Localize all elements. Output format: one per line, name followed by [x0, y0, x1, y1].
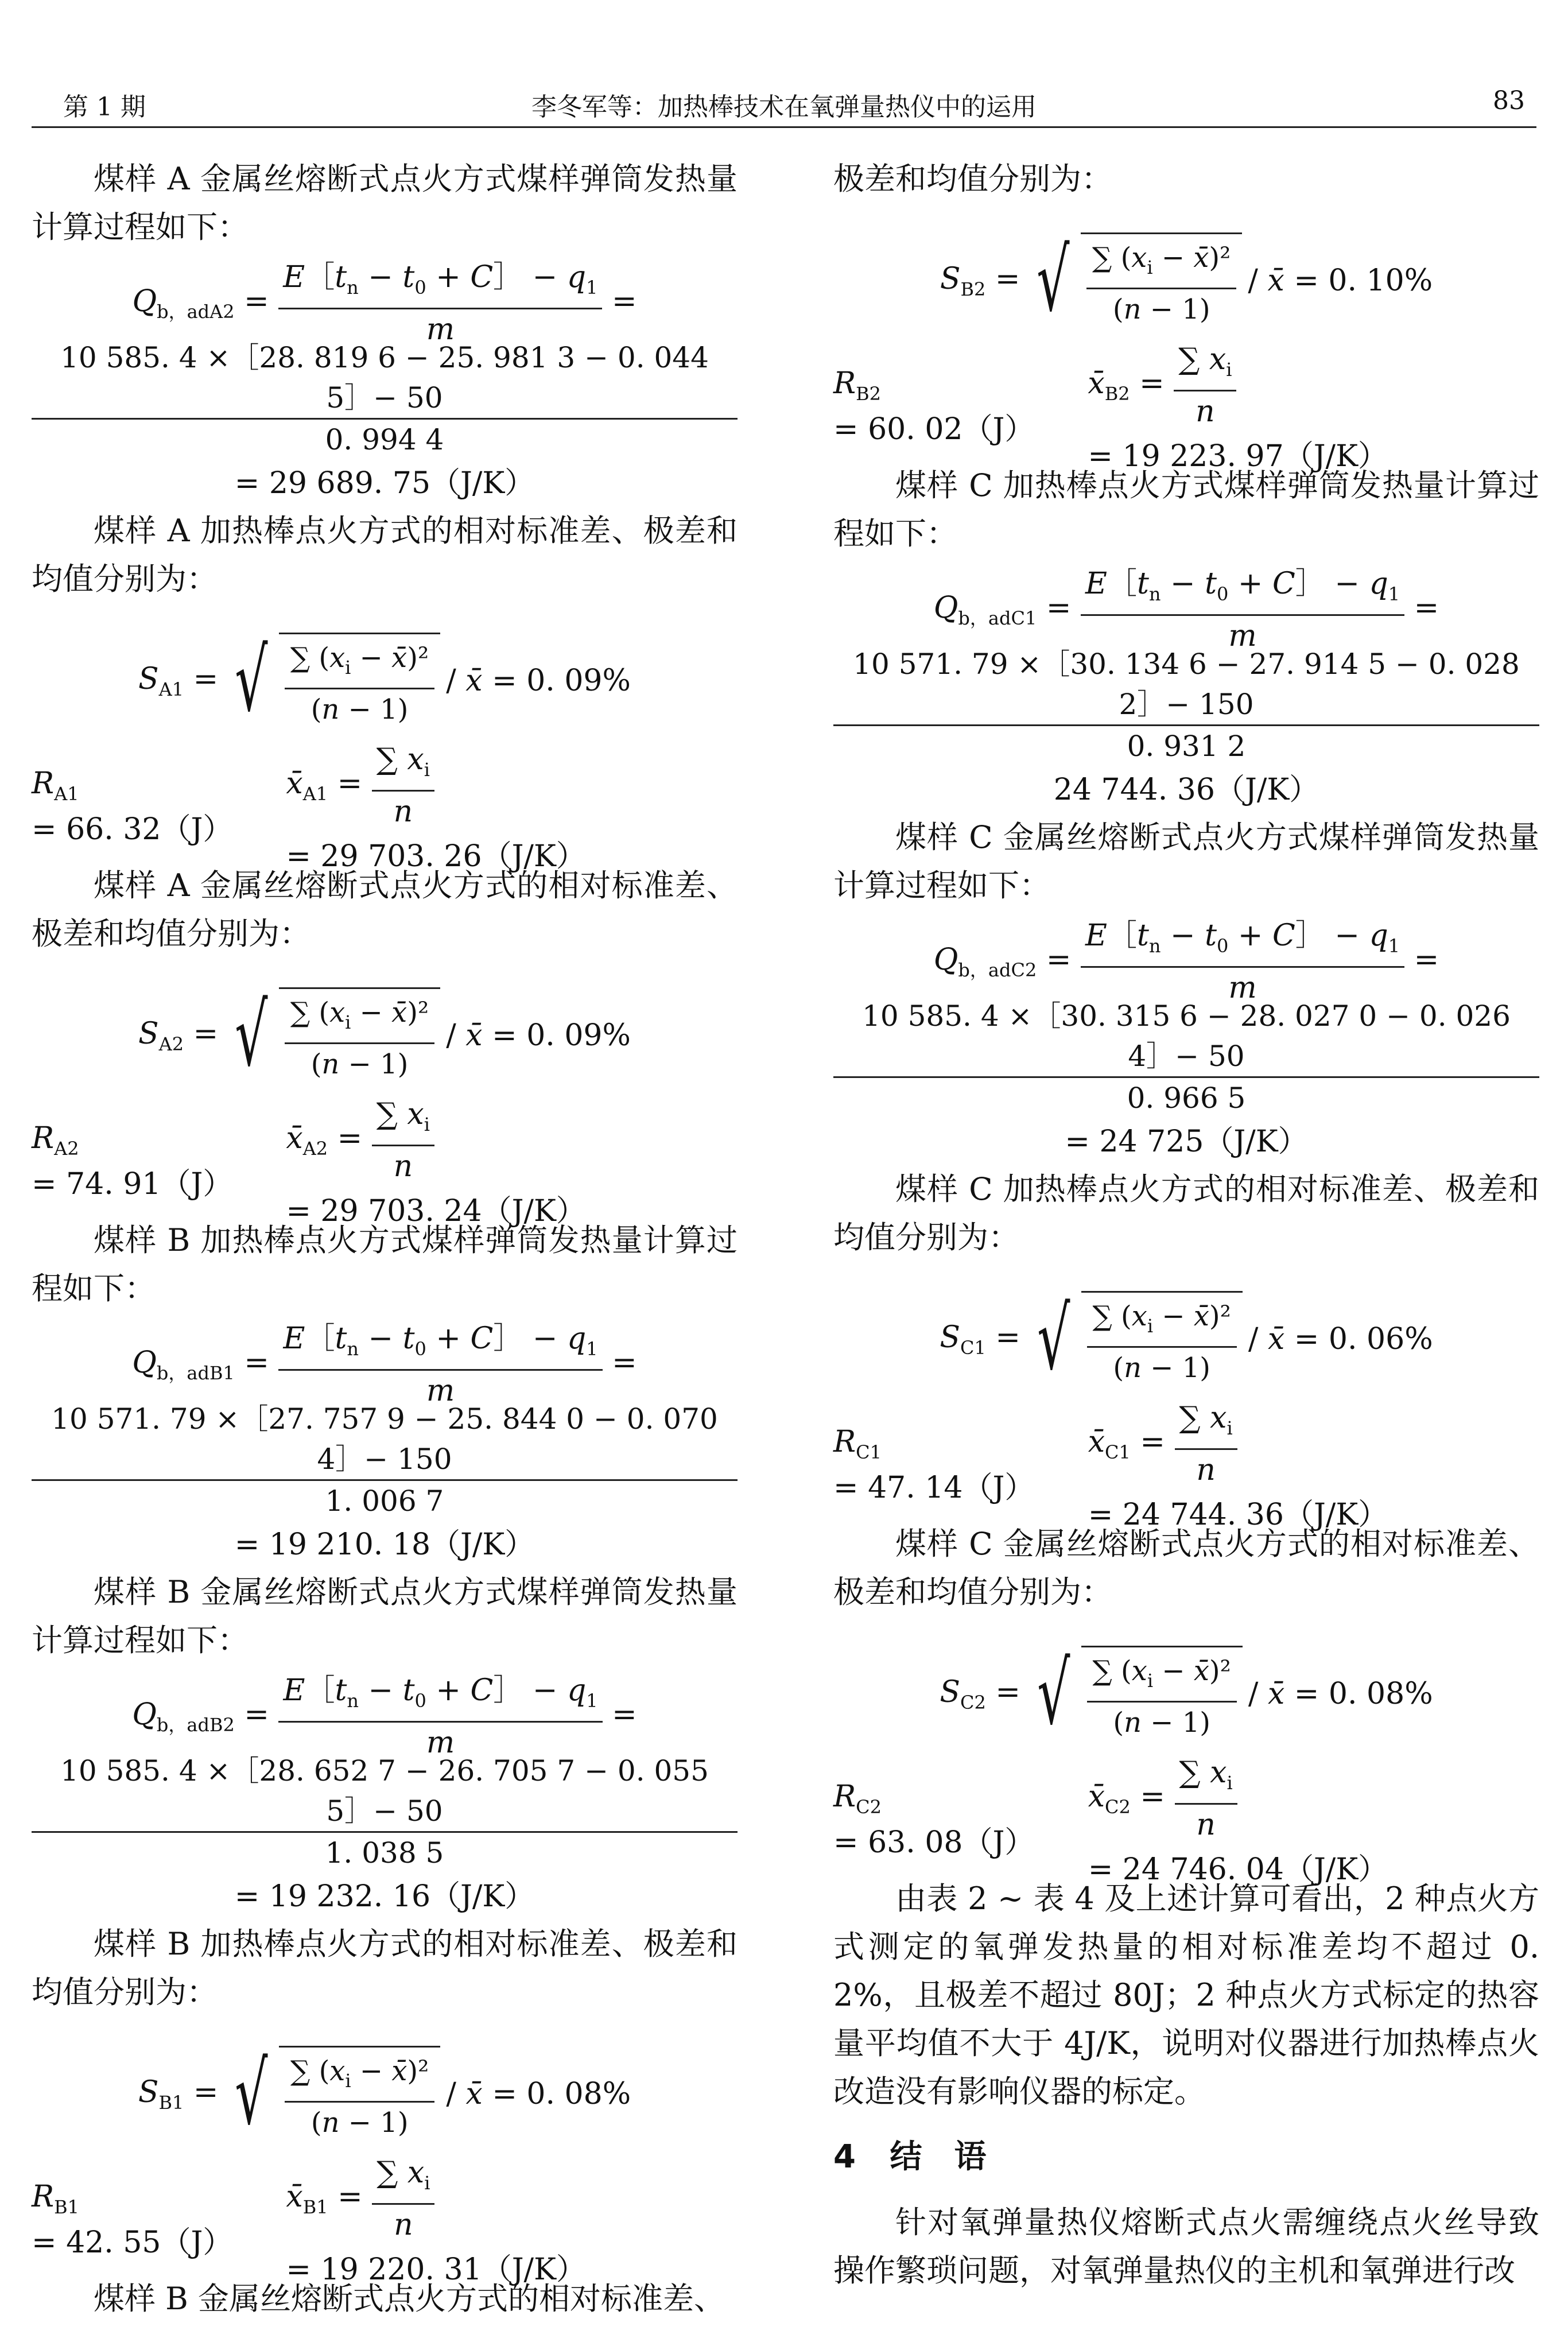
equation-result: = 24 725（J/K）	[1065, 1124, 1308, 1159]
equation-qC2-body	[833, 996, 1539, 1118]
equation-qB1-body	[32, 1399, 738, 1521]
right-column	[833, 155, 1539, 2301]
fraction: $\frac{E[t_n - t_0 + C] - q_1}{m}$	[278, 257, 602, 350]
left-column	[32, 155, 738, 2329]
equation-denominator: 0. 966 5	[1127, 1081, 1246, 1115]
equation-RB1: $R_{B1} = 42$. 55（J） $x̄_{B1}$ = $\frac{\sum x_i}{n}$ = 19 220. 31（J/K）	[32, 2166, 738, 2275]
equation-SA1: $S_{A1}$ = √ $\frac{\sum (x_i - x̄)^2}{(n - 1)}$ / x̄ = 0. 09%	[138, 631, 631, 731]
equation-RA2: $R_{A2} = 74$. 91（J） $x̄_{A2}$ = $\frac{\sum x_i}{n}$ = 29 703. 24（J/K）	[32, 1107, 738, 1216]
paragraph: 煤样 A 金属丝熔断式点火方式煤样弹筒发热量计算过程如下：	[32, 161, 738, 245]
equation-SA2: $S_{A2}$ = √ $\frac{\sum (x_i - x̄)^2}{(n - 1)}$ / x̄ = 0. 09%	[138, 986, 631, 1085]
equation-RA1: $R_{A1} = 66$. 32（J） $x̄_{A1}$ = $\frac{\sum x_i}{n}$ = 29 703. 26（J/K）	[32, 753, 738, 862]
equation-RB2: $R_{B2} = 60$. 02（J） $x̄_{B2}$ = $\frac{\sum x_i}{n}$ = 19 223. 97（J/K）	[833, 352, 1539, 462]
equation-numerator: 10 571. 79 ×［30. 134 6 − 27. 914 5 − 0. 028 2］− 150	[833, 644, 1539, 726]
paragraph: 针对氧弹量热仪熔断式点火需缠绕点火丝导致操作繁琐问题，对氧弹量热仪的主机和氧弹进行改	[833, 2204, 1539, 2289]
paragraph: 煤样 B 加热棒点火方式的相对标准差、极差和均值分别为：	[32, 1926, 738, 2010]
paragraph: 煤样 B 金属丝熔断式点火方式煤样弹筒发热量计算过程如下：	[32, 1574, 738, 1658]
equation-result: = 29 689. 75（J/K）	[234, 466, 535, 501]
equation-qB2-head: $Q_{b,adB2}$ = $\frac{E[t_n - t_0 + C] - q_1}{m}$ =	[32, 1670, 738, 1734]
section-heading	[833, 2133, 1539, 2181]
paragraph: 煤样 A 金属丝熔断式点火方式的相对标准差、极差和均值分别为：	[32, 867, 738, 952]
page-number: 83	[1493, 86, 1525, 115]
equation-denominator: 0. 994 4	[325, 423, 444, 456]
equation-qB1-head: $Q_{b,adB1}$ = $\frac{E[t_n - t_0 + C] - q_1}{m}$ =	[32, 1319, 738, 1382]
section-number: 4	[833, 2138, 856, 2176]
equation-RC2: $R_{C2} = 63$. 08（J） $x̄_{C2}$ = $\frac{\sum x_i}{n}$ = 24 746. 04（J/K）	[833, 1766, 1539, 1875]
paragraph: 煤样 C 金属丝熔断式点火方式的相对标准差、极差和均值分别为：	[833, 1526, 1539, 1610]
paragraph: 煤样 A 加热棒点火方式的相对标准差、极差和均值分别为：	[32, 513, 738, 597]
equation-SB2: $S_{B2}$ = √ $\frac{\sum (x_i - x̄)^2}{(n - 1)}$ / x̄ = 0. 10%	[940, 231, 1433, 331]
equation-result: 24 744. 36（J/K）	[1053, 773, 1319, 807]
section-title: 结 语	[890, 2138, 987, 2176]
equation-denominator: 0. 931 2	[1127, 730, 1246, 763]
equation-qA2-body	[32, 338, 738, 460]
equation-SC1: $S_{C1}$ = √ $\frac{\sum (x_i - x̄)^2}{(n - 1)}$ / x̄ = 0. 06%	[940, 1289, 1433, 1389]
equation-numerator: 10 571. 79 ×［27. 757 9 − 25. 844 0 − 0. 070 4］− 150	[32, 1399, 738, 1481]
paragraph: 由表 2 ~ 表 4 及上述计算可看出，2 种点火方式测定的氧弹发热量的相对标准差均不超过 0. 2%，且极差不超过 80J；2 种点火方式标定的热容量平均值不大于 4J/K，说明对仪器进行加热棒点火改造没有影响仪器的标定。	[833, 1880, 1539, 2110]
paragraph: 煤样 C 金属丝熔断式点火方式煤样弹筒发热量计算过程如下：	[833, 819, 1539, 903]
equation-numerator: 10 585. 4 ×［28. 652 7 − 26. 705 7 − 0. 055 5］− 50	[32, 1751, 738, 1833]
equation-SC2: $S_{C2}$ = √ $\frac{\sum (x_i - x̄)^2}{(n - 1)}$ / x̄ = 0. 08%	[940, 1644, 1433, 1744]
equation-SB1: $S_{B1}$ = √ $\frac{\sum (x_i - x̄)^2}{(n - 1)}$ / x̄ = 0. 08%	[138, 2044, 631, 2144]
running-header	[32, 75, 1536, 128]
paragraph: 煤样 C 加热棒点火方式的相对标准差、极差和均值分别为：	[833, 1171, 1539, 1255]
equation-denominator: 1. 006 7	[325, 1484, 444, 1518]
equation-RC1: $R_{C1} = 47$. 14（J） $x̄_{C1}$ = $\frac{\sum x_i}{n}$ = 24 744. 36（J/K）	[833, 1411, 1539, 1520]
equation-qB2-body	[32, 1751, 738, 1873]
paragraph: 煤样 B 金属丝熔断式点火方式的相对标准差、	[94, 2281, 725, 2317]
equation-numerator: 10 585. 4 ×［30. 315 6 − 28. 027 0 − 0. 026 4］− 50	[833, 996, 1539, 1078]
equation-numerator: 10 585. 4 ×［28. 819 6 − 25. 981 3 − 0. 044 5］− 50	[32, 338, 738, 420]
equation-qC1-body	[833, 644, 1539, 766]
equation-qC1-head: $Q_{b,adC1}$ = $\frac{E[t_n - t_0 + C] - q_1}{m}$ =	[833, 564, 1539, 627]
equation-qC2-head: $Q_{b,adC2}$ = $\frac{E[t_n - t_0 + C] - q_1}{m}$ =	[833, 916, 1539, 979]
paragraph: 煤样 B 加热棒点火方式煤样弹筒发热量计算过程如下：	[32, 1222, 738, 1306]
equation-qA2-head: $Q_{b,adA2}$ = $\frac{E[t_n - t_0 + C] - q_1}{m}$ =	[32, 257, 738, 320]
paragraph: 极差和均值分别为：	[833, 161, 1112, 197]
equation-result: = 19 210. 18（J/K）	[234, 1527, 535, 1562]
running-title: 李冬军等：加热棒技术在氧弹量热仪中的运用	[531, 92, 1037, 122]
equation-result: = 19 232. 16（J/K）	[234, 1879, 535, 1914]
equation-denominator: 1. 038 5	[325, 1836, 444, 1870]
paragraph: 煤样 C 加热棒点火方式煤样弹筒发热量计算过程如下：	[833, 467, 1539, 552]
issue-number: 第 1 期	[63, 92, 146, 122]
